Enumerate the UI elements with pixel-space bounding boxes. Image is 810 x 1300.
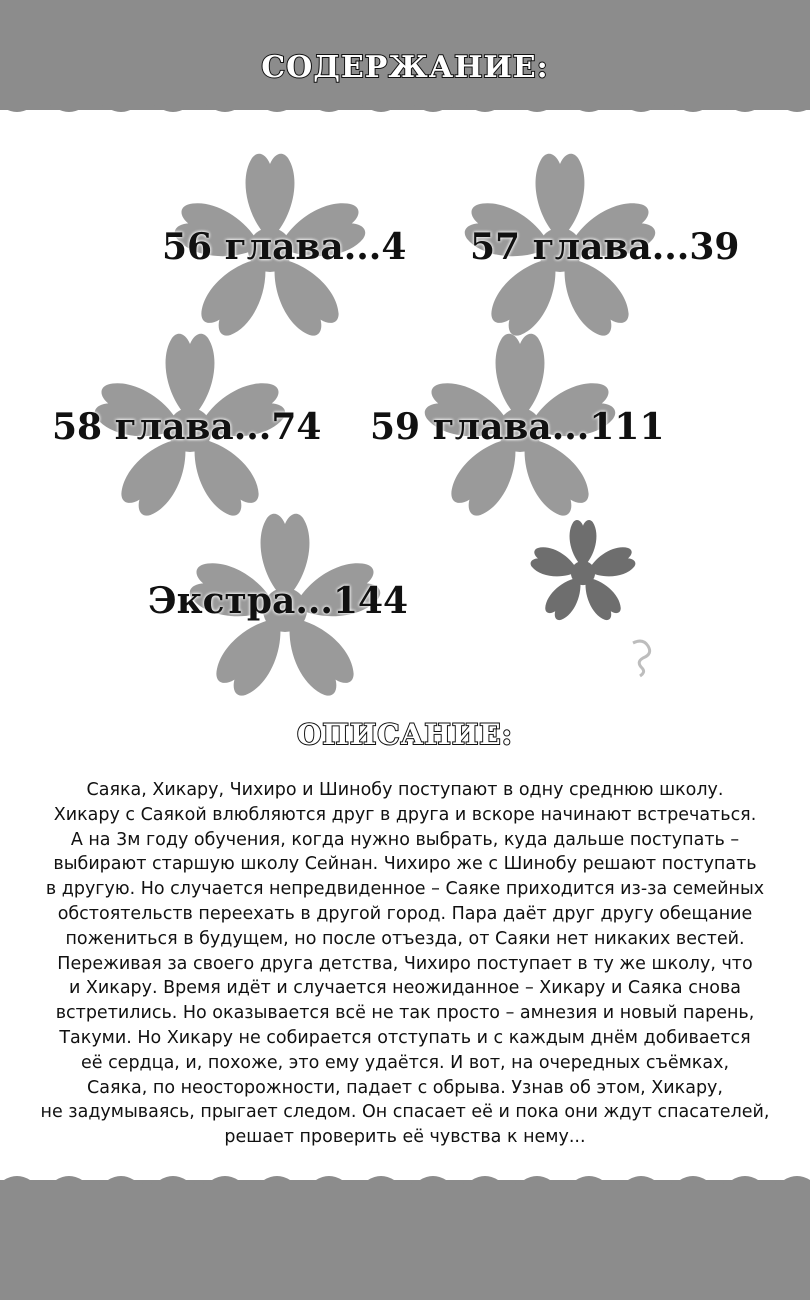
description-line: встретились. Но оказывается всё не так просто – амнезия и новый парень, xyxy=(55,1003,755,1024)
toc-entry-ch59: 59 глава...111 xyxy=(370,406,665,448)
bottom-band-wave xyxy=(0,1168,810,1188)
description-line: Переживая за своего друга детства, Чихиро поступает в ту же школу, что xyxy=(57,953,753,974)
description-line: Саяка, Хикару, Чихиро и Шинобу поступают в одну среднюю школу. xyxy=(86,780,724,800)
description-body xyxy=(15,778,795,1150)
toc-entry-extra: Экстра...144 xyxy=(148,580,409,622)
description-line: обстоятельств переехать в другой город. Пара даёт друг другу обещание xyxy=(57,903,753,924)
description-line: Саяка, по неосторожности, падает с обрыва. Узнав об этом, Хикару, xyxy=(87,1077,723,1098)
description-line: в другую. Но случается непредвиденное – Саяке приходится из-за семейных xyxy=(45,879,765,900)
description-line: Хикару с Саякой влюбляются друг в друга и вскоре начинают встречаться. xyxy=(53,804,757,825)
doodle-mark xyxy=(628,638,658,678)
toc-entry-ch56: 56 глава...4 xyxy=(162,226,407,268)
description-line: Такуми. Но Хикару не собирается отступать и с каждым днём добивается xyxy=(59,1027,751,1048)
description-title: ОПИСАНИЕ: xyxy=(297,718,513,751)
flower-icon xyxy=(528,518,638,628)
toc-entry-ch58: 58 глава...74 xyxy=(52,406,322,448)
bottom-band xyxy=(0,1180,810,1300)
description-line: и Хикару. Время идёт и случается неожиданное – Хикару и Саяка снова xyxy=(68,978,742,999)
description-line: А на 3м году обучения, когда нужно выбрать, куда дальше поступать – xyxy=(70,829,740,850)
description-line: решает проверить её чувства к нему... xyxy=(224,1127,586,1148)
toc-entry-ch57: 57 глава...39 xyxy=(470,226,740,268)
description-line: пожениться в будущем, но после отъезда, от Саяки нет никаких вестей. xyxy=(65,928,745,949)
description-line: не задумываясь, прыгает следом. Он спасает её и пока они ждут спасателей, xyxy=(40,1102,770,1123)
top-band-wave xyxy=(0,100,810,120)
description-line: выбирают старшую школу Сейнан. Чихиро же с Шинобу решают поступать xyxy=(53,854,757,875)
description-line: её сердца, и, похоже, это ему удаётся. И вот, на очередных съёмках, xyxy=(80,1052,730,1073)
page-title: СОДЕРЖАНИЕ: xyxy=(261,50,549,85)
